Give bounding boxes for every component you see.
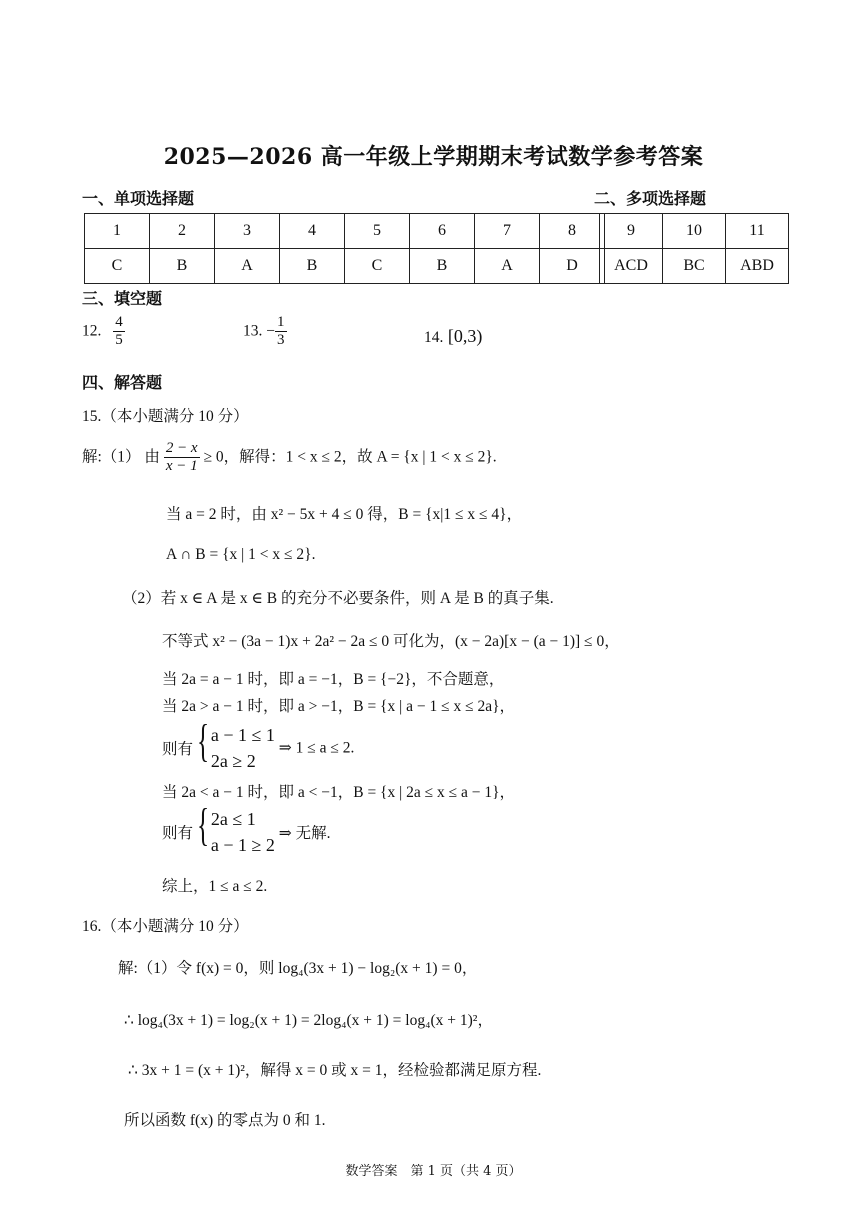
table-cell: 5 — [345, 214, 410, 249]
q15-line-5: 不等式 x² − (3a − 1)x + 2a² − 2a ≤ 0 可化为，(x − 2a)[x − (a − 1)] ≤ 0， — [162, 633, 620, 650]
table-cell: C — [85, 249, 150, 284]
inequality-top: a − 1 ≤ 1 — [210, 725, 275, 745]
table-cell: ABD — [726, 249, 789, 284]
q16-line-2: ∴ log₄(3x + 1) = log₂(x + 1) = 2log₄(x + 1) = log₄(x + 1)²， — [124, 1012, 493, 1029]
system-of-inequalities — [196, 799, 275, 858]
answer-13 — [243, 314, 287, 350]
q16-header: 16.（本小题满分 10 分） — [82, 918, 249, 935]
q15-line-9: 当 2a < a − 1 时，即 a < −1，B = {x | 2a ≤ x ≤ a − 1}， — [162, 784, 516, 801]
multi-choice-numbers-row — [600, 214, 789, 249]
text-span: ≥ 0，解得：1 < x ≤ 2，故 A = {x | 1 < x ≤ 2}. — [199, 448, 497, 466]
table-cell: 9 — [600, 214, 663, 249]
denominator: x − 1 — [165, 458, 198, 475]
table-cell: ACD — [600, 249, 663, 284]
system-of-inequalities — [196, 715, 275, 774]
fraction — [275, 314, 287, 350]
inequality-bottom: 2a ≥ 2 — [210, 751, 256, 772]
table-cell: 3 — [215, 214, 280, 249]
q15-line-7: 当 2a > a − 1 时，即 a > −1，B = {x | a − 1 ≤ x ≤ 2a}， — [162, 698, 516, 715]
q16-line-1: 解:（1）令 f(x) = 0，则 log₄(3x + 1) − log₂(x + 1) = 0， — [118, 960, 478, 977]
minus-sign: − — [266, 322, 275, 340]
brace-glyph: { — [196, 799, 210, 850]
q15-header: 15.（本小题满分 10 分） — [82, 408, 249, 425]
question-number: 12. — [82, 322, 102, 340]
table-cell: BC — [663, 249, 726, 284]
table-cell: B — [150, 249, 215, 284]
table-cell: A — [475, 249, 540, 284]
table-cell: B — [280, 249, 345, 284]
fraction — [164, 440, 200, 476]
q15-line-10 — [162, 799, 331, 858]
table-cell: 1 — [85, 214, 150, 249]
q15-line-1 — [82, 440, 497, 476]
q15-line-4: （2）若 x ∈ A 是 x ∈ B 的充分不必要条件，则 A 是 B 的真子集. — [122, 590, 554, 607]
question-number: 13. — [243, 322, 263, 340]
section-single-choice: 一、单项选择题 — [82, 189, 195, 208]
text-span: 则有 — [162, 825, 194, 843]
table-cell: 4 — [280, 214, 345, 249]
table-cell: B — [410, 249, 475, 284]
q15-line-6: 当 2a = a − 1 时，即 a = −1，B = {−2}，不合题意， — [162, 671, 505, 688]
numerator: 1 — [275, 314, 287, 332]
table-cell: 11 — [726, 214, 789, 249]
inequality-top: 2a ≤ 1 — [210, 809, 256, 829]
table-cell: 10 — [663, 214, 726, 249]
text-span: 解:（1） 由 — [82, 448, 160, 466]
q15-line-3: A ∩ B = {x | 1 < x ≤ 2}. — [166, 546, 316, 563]
brace-glyph: { — [196, 715, 210, 766]
table-cell: D — [540, 249, 605, 284]
single-choice-numbers-row — [85, 214, 605, 249]
multi-choice-answers-row — [600, 249, 789, 284]
q15-line-2: 当 a = 2 时，由 x² − 5x + 4 ≤ 0 得，B = {x|1 ≤ x ≤ 4}， — [166, 506, 523, 523]
table-cell: 8 — [540, 214, 605, 249]
answer-14 — [424, 326, 482, 347]
page-title: 2025—2026 高一年级上学期期末考试数学参考答案 — [163, 144, 704, 170]
denominator: 3 — [277, 332, 285, 349]
multi-choice-table — [599, 213, 789, 284]
answer-12 — [82, 314, 125, 350]
text-span: ⇒ 1 ≤ a ≤ 2. — [278, 739, 355, 757]
page-footer: 数学答案 第 1 页（共 4 页） — [345, 1164, 522, 1179]
question-number: 14. — [424, 329, 444, 346]
section-fill-blank: 三、填空题 — [82, 289, 163, 308]
numerator: 2 − x — [164, 440, 200, 458]
section-multi-choice: 二、多项选择题 — [594, 189, 707, 208]
numerator: 4 — [113, 314, 125, 332]
table-cell: C — [345, 249, 410, 284]
q15-line-11: 综上，1 ≤ a ≤ 2. — [162, 878, 268, 895]
table-cell: 6 — [410, 214, 475, 249]
q16-line-3: ∴ 3x + 1 = (x + 1)²，解得 x = 0 或 x = 1，经检验都满足原方程. — [128, 1062, 542, 1079]
text-span: ⇒ 无解. — [278, 825, 331, 843]
table-cell: 7 — [475, 214, 540, 249]
inequality-bottom: a − 1 ≥ 2 — [210, 835, 275, 856]
single-choice-answers-row — [85, 249, 605, 284]
table-cell: 2 — [150, 214, 215, 249]
text-span: 则有 — [162, 741, 194, 759]
single-choice-table — [84, 213, 605, 284]
table-cell: A — [215, 249, 280, 284]
denominator: 5 — [115, 332, 123, 349]
fraction — [113, 314, 125, 350]
interval-answer: [0,3) — [447, 326, 483, 346]
q16-line-4: 所以函数 f(x) 的零点为 0 和 1. — [124, 1112, 326, 1129]
section-solutions: 四、解答题 — [82, 373, 163, 392]
q15-line-8 — [162, 715, 355, 774]
